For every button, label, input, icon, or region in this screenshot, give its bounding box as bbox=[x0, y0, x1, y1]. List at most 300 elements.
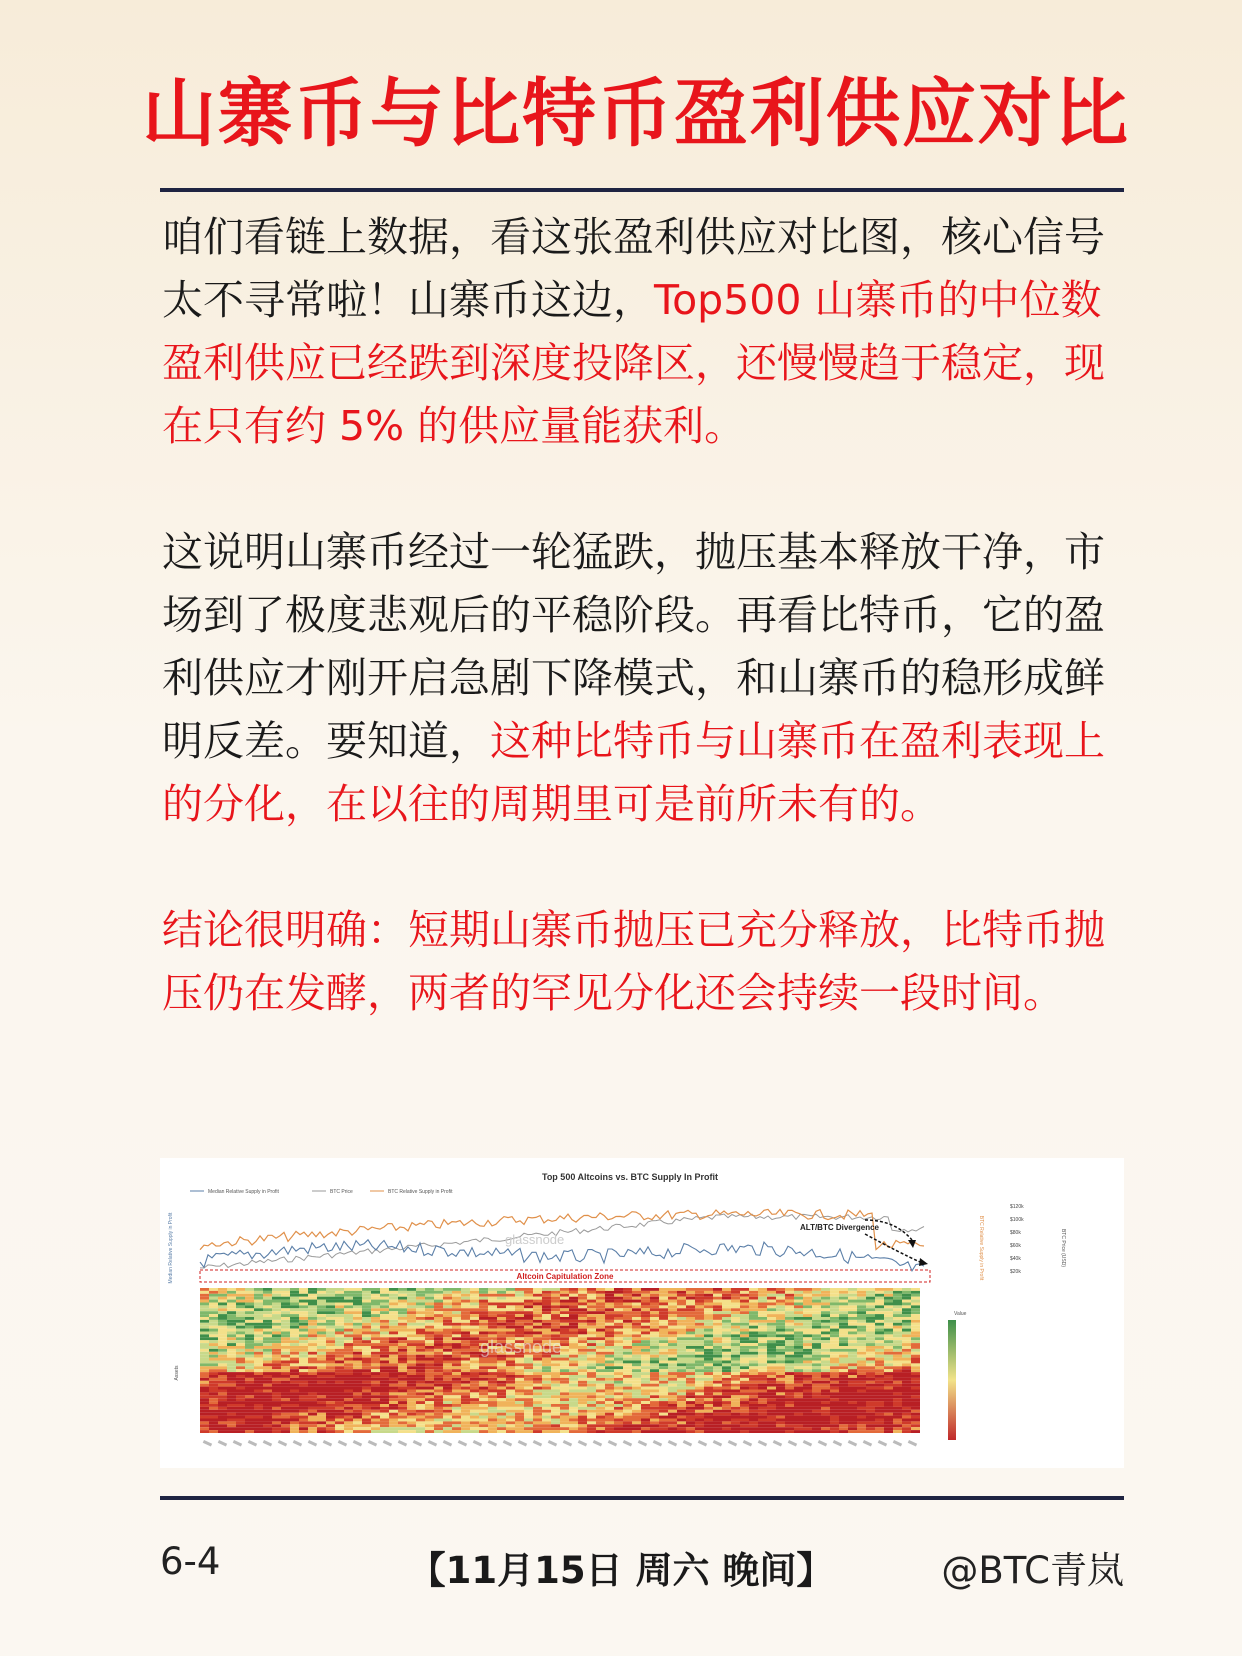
heatmap-cell bbox=[200, 1334, 209, 1337]
heatmap-cell bbox=[803, 1326, 812, 1329]
heatmap-cell bbox=[740, 1366, 749, 1369]
heatmap-cell bbox=[533, 1384, 542, 1387]
heatmap-cell bbox=[911, 1427, 920, 1430]
heatmap-cell bbox=[290, 1384, 299, 1387]
heatmap-cell bbox=[821, 1349, 830, 1352]
heatmap-cell bbox=[380, 1349, 389, 1352]
heatmap-cell bbox=[740, 1334, 749, 1337]
heatmap-cell bbox=[371, 1369, 380, 1372]
heatmap-cell bbox=[758, 1308, 767, 1311]
heatmap-cell bbox=[911, 1369, 920, 1372]
heatmap-cell bbox=[443, 1334, 452, 1337]
heatmap-cell bbox=[236, 1334, 245, 1337]
heatmap-cell bbox=[200, 1291, 209, 1294]
heatmap-cell bbox=[389, 1317, 398, 1320]
heatmap-cell bbox=[281, 1378, 290, 1381]
heatmap-cell bbox=[254, 1314, 263, 1317]
heatmap-cell bbox=[308, 1355, 317, 1358]
heatmap-cell bbox=[299, 1378, 308, 1381]
heatmap-cell bbox=[308, 1337, 317, 1340]
heatmap-cell bbox=[452, 1305, 461, 1308]
heatmap-cell bbox=[407, 1387, 416, 1390]
heatmap-cell bbox=[371, 1363, 380, 1366]
heatmap-cell bbox=[488, 1413, 497, 1416]
heatmap-cell bbox=[749, 1427, 758, 1430]
heatmap-cell bbox=[713, 1291, 722, 1294]
heatmap-cell bbox=[848, 1326, 857, 1329]
heatmap-cell bbox=[848, 1392, 857, 1395]
heatmap-cell bbox=[326, 1381, 335, 1384]
heatmap-cell bbox=[560, 1430, 569, 1433]
heatmap-cell bbox=[848, 1421, 857, 1424]
heatmap-cell bbox=[218, 1297, 227, 1300]
heatmap-cell bbox=[389, 1361, 398, 1364]
heatmap-cell bbox=[479, 1413, 488, 1416]
heatmap-cell bbox=[497, 1398, 506, 1401]
heatmap-cell bbox=[758, 1369, 767, 1372]
heatmap-cell bbox=[740, 1294, 749, 1297]
heatmap-cell bbox=[335, 1430, 344, 1433]
heatmap-cell bbox=[416, 1337, 425, 1340]
heatmap-cell bbox=[362, 1314, 371, 1317]
heatmap-cell bbox=[641, 1410, 650, 1413]
heatmap-cell bbox=[866, 1332, 875, 1335]
heatmap-cell bbox=[434, 1366, 443, 1369]
heatmap-cell bbox=[461, 1407, 470, 1410]
heatmap-cell bbox=[659, 1332, 668, 1335]
heatmap-cell bbox=[281, 1390, 290, 1393]
heatmap-cell bbox=[407, 1337, 416, 1340]
heatmap-cell bbox=[839, 1369, 848, 1372]
heatmap-cell bbox=[560, 1305, 569, 1308]
heatmap-cell bbox=[623, 1323, 632, 1326]
heatmap-cell bbox=[209, 1413, 218, 1416]
heatmap-cell bbox=[596, 1363, 605, 1366]
heatmap-cell bbox=[722, 1329, 731, 1332]
x-axis-tick bbox=[608, 1440, 617, 1447]
heatmap-cell bbox=[371, 1337, 380, 1340]
heatmap-cell bbox=[407, 1329, 416, 1332]
heatmap-cell bbox=[209, 1337, 218, 1340]
heatmap-cell bbox=[506, 1320, 515, 1323]
heatmap-cell bbox=[272, 1366, 281, 1369]
price-tick: $80k bbox=[1010, 1230, 1021, 1236]
heatmap-cell bbox=[227, 1288, 236, 1291]
heatmap-cell bbox=[326, 1387, 335, 1390]
heatmap-cell bbox=[668, 1297, 677, 1300]
heatmap-cell bbox=[389, 1358, 398, 1361]
heatmap-cell bbox=[245, 1381, 254, 1384]
heatmap-cell bbox=[317, 1288, 326, 1291]
heatmap-cell bbox=[416, 1317, 425, 1320]
heatmap-cell bbox=[407, 1416, 416, 1419]
heatmap-cell bbox=[551, 1387, 560, 1390]
heatmap-cell bbox=[740, 1381, 749, 1384]
heatmap-cell bbox=[308, 1308, 317, 1311]
heatmap-cell bbox=[407, 1355, 416, 1358]
heatmap-cell bbox=[344, 1334, 353, 1337]
heatmap-cell bbox=[533, 1305, 542, 1308]
price-tick: $20k bbox=[1010, 1269, 1021, 1275]
heatmap-cell bbox=[398, 1363, 407, 1366]
heatmap-cell bbox=[776, 1378, 785, 1381]
heatmap-cell bbox=[263, 1401, 272, 1404]
heatmap-cell bbox=[713, 1421, 722, 1424]
heatmap-cell bbox=[479, 1369, 488, 1372]
heatmap-cell bbox=[515, 1288, 524, 1291]
heatmap-cell bbox=[740, 1308, 749, 1311]
heatmap-cell bbox=[803, 1413, 812, 1416]
heatmap-cell bbox=[551, 1372, 560, 1375]
heatmap-cell bbox=[677, 1395, 686, 1398]
heatmap-cell bbox=[830, 1297, 839, 1300]
heatmap-cell bbox=[704, 1297, 713, 1300]
heatmap-cell bbox=[812, 1300, 821, 1303]
heatmap-cell bbox=[398, 1384, 407, 1387]
heatmap-cell bbox=[353, 1352, 362, 1355]
heatmap-cell bbox=[659, 1361, 668, 1364]
heatmap-cell bbox=[353, 1395, 362, 1398]
heatmap-cell bbox=[335, 1332, 344, 1335]
heatmap-cell bbox=[218, 1311, 227, 1314]
heatmap-cell bbox=[308, 1421, 317, 1424]
heatmap-cell bbox=[686, 1349, 695, 1352]
heatmap-cell bbox=[650, 1343, 659, 1346]
heatmap-cell bbox=[794, 1413, 803, 1416]
heatmap-cell bbox=[434, 1317, 443, 1320]
heatmap-cell bbox=[866, 1288, 875, 1291]
heatmap-cell bbox=[443, 1343, 452, 1346]
heatmap-cell bbox=[740, 1413, 749, 1416]
heatmap-cell bbox=[605, 1375, 614, 1378]
heatmap-cell bbox=[425, 1404, 434, 1407]
heatmap-cell bbox=[839, 1416, 848, 1419]
heatmap-cell bbox=[578, 1384, 587, 1387]
heatmap-cell bbox=[713, 1320, 722, 1323]
heatmap-cell bbox=[398, 1413, 407, 1416]
heatmap-cell bbox=[389, 1410, 398, 1413]
heatmap-cell bbox=[506, 1361, 515, 1364]
heatmap-cell bbox=[605, 1308, 614, 1311]
heatmap-cell bbox=[299, 1308, 308, 1311]
heatmap-cell bbox=[839, 1401, 848, 1404]
heatmap-cell bbox=[560, 1317, 569, 1320]
heatmap-cell bbox=[749, 1419, 758, 1422]
heatmap-cell bbox=[254, 1355, 263, 1358]
heatmap-cell bbox=[893, 1404, 902, 1407]
heatmap-cell bbox=[326, 1332, 335, 1335]
heatmap-cell bbox=[218, 1410, 227, 1413]
heatmap-cell bbox=[263, 1413, 272, 1416]
heatmap-cell bbox=[209, 1387, 218, 1390]
heatmap-cell bbox=[803, 1352, 812, 1355]
heatmap-cell bbox=[749, 1358, 758, 1361]
heatmap-cell bbox=[839, 1427, 848, 1430]
heatmap-cell bbox=[227, 1303, 236, 1306]
heatmap-cell bbox=[884, 1381, 893, 1384]
heatmap-cell bbox=[389, 1392, 398, 1395]
heatmap-cell bbox=[290, 1361, 299, 1364]
heatmap-cell bbox=[290, 1395, 299, 1398]
heatmap-cell bbox=[398, 1291, 407, 1294]
heatmap-cell bbox=[884, 1395, 893, 1398]
heatmap-cell bbox=[236, 1294, 245, 1297]
heatmap-cell bbox=[434, 1413, 443, 1416]
heatmap-cell bbox=[749, 1297, 758, 1300]
heatmap-cell bbox=[848, 1430, 857, 1433]
heatmap-cell bbox=[407, 1334, 416, 1337]
heatmap-cell bbox=[533, 1390, 542, 1393]
heatmap-cell bbox=[650, 1384, 659, 1387]
heatmap-cell bbox=[560, 1311, 569, 1314]
heatmap-cell bbox=[650, 1369, 659, 1372]
heatmap-cell bbox=[308, 1352, 317, 1355]
heatmap-cell bbox=[677, 1387, 686, 1390]
heatmap-cell bbox=[911, 1294, 920, 1297]
heatmap-cell bbox=[515, 1332, 524, 1335]
heatmap-cell bbox=[434, 1401, 443, 1404]
heatmap-cell bbox=[731, 1430, 740, 1433]
heatmap-cell bbox=[695, 1308, 704, 1311]
heatmap-cell bbox=[416, 1384, 425, 1387]
author-handle: @BTC青岚 bbox=[941, 1549, 1124, 1592]
heatmap-cell bbox=[425, 1375, 434, 1378]
heatmap-cell bbox=[200, 1332, 209, 1335]
x-axis-tick bbox=[638, 1440, 647, 1447]
heatmap-cell bbox=[722, 1340, 731, 1343]
heatmap-cell bbox=[695, 1410, 704, 1413]
heatmap-cell bbox=[461, 1401, 470, 1404]
heatmap-cell bbox=[902, 1410, 911, 1413]
heatmap-cell bbox=[362, 1407, 371, 1410]
chart-title: Top 500 Altcoins vs. BTC Supply In Profit bbox=[541, 1172, 719, 1182]
heatmap-cell bbox=[524, 1288, 533, 1291]
heatmap-cell bbox=[578, 1413, 587, 1416]
heatmap-cell bbox=[506, 1427, 515, 1430]
heatmap-cell bbox=[614, 1343, 623, 1346]
heatmap-cell bbox=[362, 1398, 371, 1401]
heatmap-cell bbox=[218, 1308, 227, 1311]
heatmap-cell bbox=[677, 1305, 686, 1308]
heatmap-cell bbox=[803, 1346, 812, 1349]
heatmap-cell bbox=[371, 1421, 380, 1424]
heatmap-cell bbox=[704, 1337, 713, 1340]
x-axis-tick bbox=[233, 1440, 242, 1447]
heatmap-cell bbox=[200, 1329, 209, 1332]
heatmap-cell bbox=[263, 1323, 272, 1326]
heatmap-cell bbox=[290, 1404, 299, 1407]
heatmap-cell bbox=[893, 1291, 902, 1294]
heatmap-cell bbox=[254, 1317, 263, 1320]
heatmap-cell bbox=[245, 1361, 254, 1364]
heatmap-cell bbox=[371, 1381, 380, 1384]
heatmap-cell bbox=[200, 1427, 209, 1430]
heatmap-cell bbox=[713, 1340, 722, 1343]
heatmap-cell bbox=[515, 1419, 524, 1422]
heatmap-cell bbox=[407, 1410, 416, 1413]
heatmap-cell bbox=[200, 1323, 209, 1326]
heatmap-cell bbox=[362, 1363, 371, 1366]
heatmap-cell bbox=[362, 1378, 371, 1381]
heatmap-cell bbox=[560, 1323, 569, 1326]
heatmap-cell bbox=[839, 1349, 848, 1352]
heatmap-cell bbox=[299, 1332, 308, 1335]
x-axis-tick bbox=[398, 1440, 407, 1447]
heatmap-cell bbox=[497, 1323, 506, 1326]
heatmap-cell bbox=[290, 1407, 299, 1410]
heatmap-cell bbox=[902, 1404, 911, 1407]
heatmap-cell bbox=[776, 1419, 785, 1422]
heatmap-cell bbox=[758, 1349, 767, 1352]
heatmap-cell bbox=[596, 1413, 605, 1416]
heatmap-cell bbox=[335, 1361, 344, 1364]
heatmap-cell bbox=[614, 1340, 623, 1343]
heatmap-cell bbox=[488, 1395, 497, 1398]
heatmap-cell bbox=[875, 1410, 884, 1413]
heatmap-cell bbox=[515, 1308, 524, 1311]
heatmap-cell bbox=[290, 1424, 299, 1427]
heatmap-cell bbox=[893, 1305, 902, 1308]
heatmap-cell bbox=[893, 1349, 902, 1352]
heatmap-cell bbox=[560, 1392, 569, 1395]
heatmap-cell bbox=[308, 1334, 317, 1337]
heatmap-cell bbox=[380, 1430, 389, 1433]
heatmap-cell bbox=[668, 1352, 677, 1355]
heatmap-cell bbox=[461, 1398, 470, 1401]
heatmap-cell bbox=[299, 1352, 308, 1355]
heatmap-cell bbox=[839, 1424, 848, 1427]
heatmap-cell bbox=[326, 1305, 335, 1308]
heatmap-cell bbox=[623, 1337, 632, 1340]
heatmap-cell bbox=[632, 1407, 641, 1410]
heatmap-cell bbox=[623, 1346, 632, 1349]
heatmap-cell bbox=[254, 1337, 263, 1340]
heatmap-cell bbox=[668, 1413, 677, 1416]
heatmap-cell bbox=[911, 1349, 920, 1352]
heatmap-cell bbox=[902, 1395, 911, 1398]
heatmap-cell bbox=[668, 1427, 677, 1430]
heatmap-cell bbox=[803, 1358, 812, 1361]
heatmap-cell bbox=[632, 1329, 641, 1332]
heatmap-cell bbox=[353, 1305, 362, 1308]
heatmap-cell bbox=[605, 1392, 614, 1395]
heatmap-cell bbox=[218, 1352, 227, 1355]
heatmap-cell bbox=[623, 1404, 632, 1407]
heatmap-cell bbox=[452, 1358, 461, 1361]
heatmap-cell bbox=[569, 1427, 578, 1430]
heatmap-cell bbox=[209, 1361, 218, 1364]
heatmap-cell bbox=[227, 1404, 236, 1407]
heatmap-cell bbox=[506, 1387, 515, 1390]
heatmap-cell bbox=[254, 1320, 263, 1323]
heatmap-cell bbox=[776, 1398, 785, 1401]
heatmap-cell bbox=[227, 1340, 236, 1343]
heatmap-cell bbox=[380, 1291, 389, 1294]
heatmap-cell bbox=[830, 1346, 839, 1349]
heatmap-cell bbox=[452, 1424, 461, 1427]
heatmap-cell bbox=[776, 1355, 785, 1358]
heatmap-cell bbox=[821, 1401, 830, 1404]
heatmap-cell bbox=[596, 1421, 605, 1424]
heatmap-cell bbox=[650, 1329, 659, 1332]
heatmap-cell bbox=[245, 1401, 254, 1404]
heatmap-cell bbox=[479, 1323, 488, 1326]
heatmap-cell bbox=[848, 1311, 857, 1314]
heatmap-cell bbox=[623, 1381, 632, 1384]
heatmap-cell bbox=[407, 1430, 416, 1433]
heatmap-cell bbox=[497, 1413, 506, 1416]
heatmap-cell bbox=[299, 1294, 308, 1297]
heatmap-cell bbox=[650, 1308, 659, 1311]
heatmap-cell bbox=[857, 1334, 866, 1337]
heatmap-cell bbox=[650, 1314, 659, 1317]
heatmap-cell bbox=[587, 1337, 596, 1340]
heatmap-cell bbox=[299, 1395, 308, 1398]
heatmap-cell bbox=[677, 1410, 686, 1413]
heatmap-cell bbox=[443, 1311, 452, 1314]
x-axis-tick bbox=[713, 1440, 722, 1447]
heatmap-cell bbox=[875, 1337, 884, 1340]
heatmap-cell bbox=[542, 1363, 551, 1366]
heatmap-cell bbox=[290, 1334, 299, 1337]
heatmap-cell bbox=[866, 1355, 875, 1358]
heatmap-cell bbox=[380, 1361, 389, 1364]
heatmap-cell bbox=[236, 1395, 245, 1398]
heatmap-cell bbox=[398, 1314, 407, 1317]
heatmap-cell bbox=[236, 1430, 245, 1433]
heatmap-cell bbox=[227, 1352, 236, 1355]
heatmap-cell bbox=[875, 1424, 884, 1427]
heatmap-cell bbox=[461, 1366, 470, 1369]
heatmap-cell bbox=[389, 1334, 398, 1337]
heatmap-cell bbox=[596, 1317, 605, 1320]
heatmap-cell bbox=[497, 1419, 506, 1422]
heatmap-cell bbox=[443, 1326, 452, 1329]
heatmap-cell bbox=[227, 1424, 236, 1427]
heatmap-cell bbox=[425, 1305, 434, 1308]
heatmap-cell bbox=[884, 1305, 893, 1308]
heatmap-cell bbox=[371, 1410, 380, 1413]
heatmap-cell bbox=[533, 1413, 542, 1416]
heatmap-cell bbox=[758, 1401, 767, 1404]
heatmap-cell bbox=[227, 1395, 236, 1398]
heatmap-cell bbox=[254, 1369, 263, 1372]
heatmap-cell bbox=[416, 1378, 425, 1381]
heatmap-cell bbox=[884, 1340, 893, 1343]
heatmap-cell bbox=[560, 1308, 569, 1311]
heatmap-cell bbox=[911, 1297, 920, 1300]
heatmap-cell bbox=[479, 1311, 488, 1314]
heatmap-cell bbox=[569, 1381, 578, 1384]
heatmap-cell bbox=[848, 1303, 857, 1306]
heatmap-cell bbox=[875, 1363, 884, 1366]
heatmap-cell bbox=[830, 1427, 839, 1430]
heatmap-cell bbox=[452, 1326, 461, 1329]
heatmap-cell bbox=[776, 1395, 785, 1398]
heatmap-cell bbox=[803, 1398, 812, 1401]
heatmap-cell bbox=[254, 1392, 263, 1395]
heatmap-cell bbox=[416, 1395, 425, 1398]
heatmap-cell bbox=[506, 1395, 515, 1398]
heatmap-cell bbox=[758, 1363, 767, 1366]
heatmap-cell bbox=[263, 1320, 272, 1323]
heatmap-cell bbox=[245, 1346, 254, 1349]
heatmap-cell bbox=[317, 1294, 326, 1297]
heatmap-cell bbox=[578, 1303, 587, 1306]
heatmap-cell bbox=[452, 1390, 461, 1393]
heatmap-cell bbox=[632, 1297, 641, 1300]
heatmap-cell bbox=[560, 1314, 569, 1317]
